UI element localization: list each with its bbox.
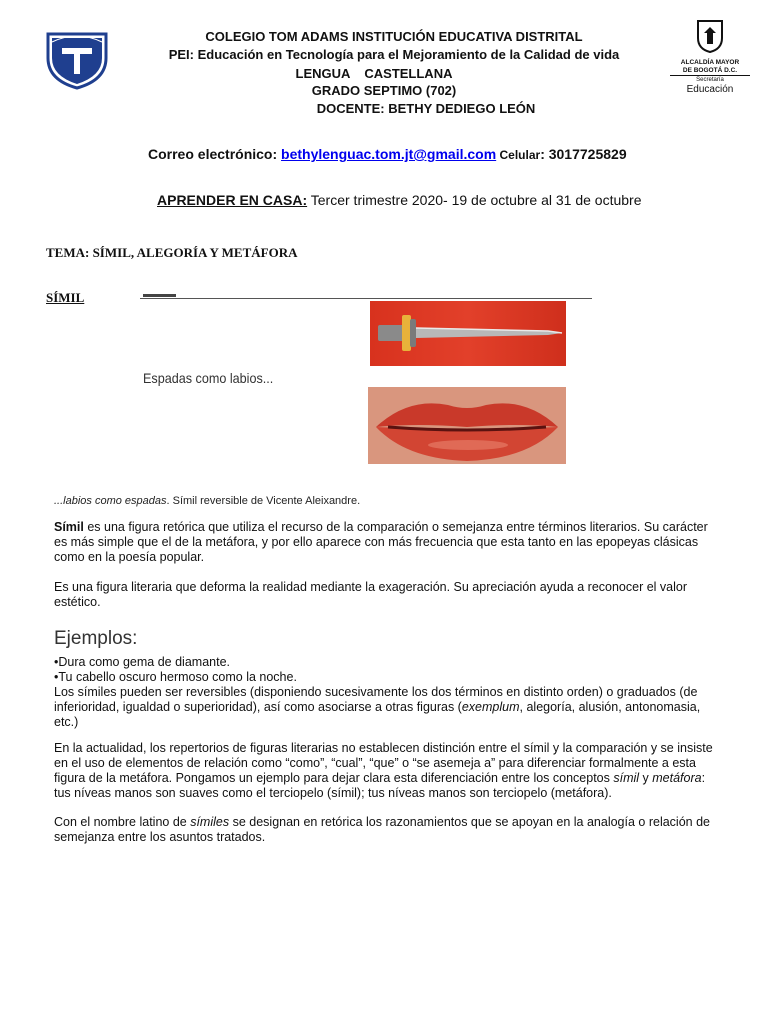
paragraph-4 [54, 741, 719, 801]
divider [140, 298, 592, 299]
email-link[interactable]: bethylenguac.tom.jt@gmail.com [281, 146, 497, 162]
lips-icon [368, 387, 566, 464]
paragraph-1 [54, 520, 719, 565]
paragraph-5 [54, 815, 719, 845]
p5-text-a: Con el nombre latino de [54, 815, 191, 829]
contact-line [148, 146, 627, 162]
caption-rest: . Símil reversible de Vicente Aleixandre. [166, 495, 361, 507]
caption-italic: ...labios como espadas [54, 495, 167, 507]
paragraph-1-text: es una figura retórica que utiliza el recurso de la comparación o semejanza entre términos literarios. Su carácter es más simple que el de la metáfora, y por ello aparece con más frecuencia que esta tanto en las epopeyas clásicas como en la poesía popular. [54, 520, 708, 564]
divider-mark [143, 294, 176, 297]
examples-text-a: Los símiles pueden ser reversibles (disponiendo sucesivamente los dos términos en distinto orden) o graduados (de inferioridad, igualdad o superioridad), así como asociarse a otras figuras ( [54, 685, 698, 714]
examples-text-b: , alegoría, alusión, antonomasia, etc.) [54, 700, 701, 729]
examples-paragraph [54, 685, 719, 730]
logo-line2: DE BOGOTÁ D.C. [670, 67, 750, 76]
p5-text-b: se designan en retórica los razonamientos que se apoyan en la analogía o relación de semejanza entre los asuntos tratados. [54, 815, 710, 844]
aprender-label: APRENDER EN CASA: [157, 192, 308, 208]
aprender-line [157, 192, 642, 208]
topic-heading: TEMA: SÍMIL, ALEGORÍA Y METÁFORA [46, 245, 298, 260]
simil-heading: SÍMIL [46, 290, 85, 305]
p5-italic: símiles [190, 815, 230, 829]
logo-line1: ALCALDÍA MAYOR [680, 59, 740, 66]
image-source-caption [54, 495, 360, 507]
cel-value: : 3017725829 [540, 146, 627, 162]
cel-label: Celular [496, 148, 541, 162]
paragraph-2: Es una figura literaria que deforma la realidad mediante la exageración. Su apreciación ayuda a reconocer el valor estético. [54, 580, 688, 609]
teacher-line: DOCENTE: BETHY DEDIEGO LEÓN [316, 101, 536, 116]
examples-heading: Ejemplos: [54, 628, 138, 649]
nail-image [370, 301, 566, 366]
p4-italic-2: metáfora [652, 771, 702, 785]
school-name: COLEGIO TOM ADAMS INSTITUCIÓN EDUCATIVA DISTRITAL [205, 29, 583, 44]
examples-block [54, 655, 719, 730]
pei-line: PEI: Educación en Tecnología para el Mejoramiento de la Calidad de vida [168, 47, 620, 62]
p4-italic-1: símil [613, 771, 640, 785]
subject-line: LENGUA CASTELLANA [295, 66, 453, 81]
email-label: Correo electrónico: [148, 146, 282, 162]
p4-text-b: y [639, 771, 653, 785]
lips-image [368, 387, 566, 464]
example-1: •Dura como gema de diamante. [54, 655, 230, 669]
nail-icon [370, 301, 566, 366]
simil-bold: Símil [54, 520, 84, 534]
image-caption-text: Espadas como labios... [143, 370, 274, 386]
examples-italic: exemplum [461, 700, 520, 714]
aprender-text: Tercer trimestre 2020- 19 de octubre al 31 de octubre [307, 192, 642, 208]
grade-line: GRADO SEPTIMO (702) [311, 83, 457, 98]
logo-line4: Educación [686, 84, 734, 95]
logo-line3: Secretaría [696, 77, 724, 83]
p4-text-a: En la actualidad, los repertorios de figuras literarias no establecen distinción entre el símil y la comparación y se insiste en el uso de elementos de relación como “como”, “cual”, “que” o “se asemeja a” para diferenciar formalmente a esta figura de la metáfora. Pongamos un ejemplo para dejar clara esta diferenciación entre los conceptos [54, 741, 713, 785]
example-2: •Tu cabello oscuro hermoso como la noche. [54, 670, 297, 684]
p4-text-c: : tus níveas manos son suaves como el terciopelo (símil); tus níveas manos son terciopelo (metáfora). [54, 771, 706, 800]
